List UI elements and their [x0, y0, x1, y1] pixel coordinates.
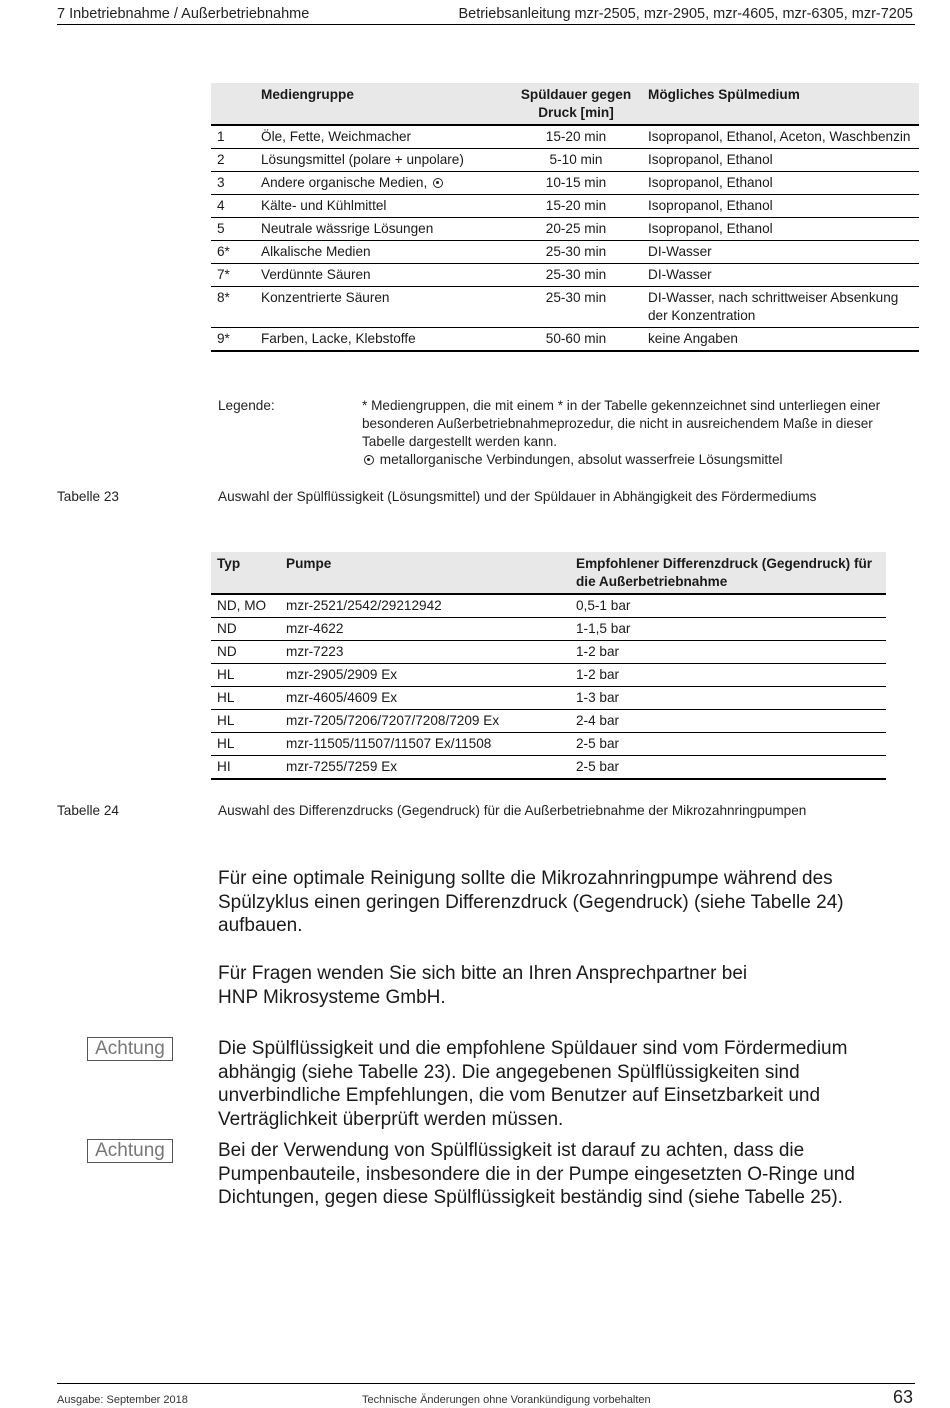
cell-pumpe: mzr-2521/2542/29212942 — [280, 594, 570, 618]
cell-differenzdruck: 1-1,5 bar — [570, 618, 886, 641]
cell-number: 8* — [211, 287, 255, 328]
cell-spuelmedium: Isopropanol, Ethanol — [642, 218, 919, 241]
cell-spueldauer: 25-30 min — [510, 264, 642, 287]
table-24 — [211, 552, 886, 780]
cell-pumpe: mzr-7205/7206/7207/7208/7209 Ex — [280, 710, 570, 733]
paragraph-seal-compatibility: Bei der Verwendung von Spülflüssigkeit ist darauf zu achten, dass die Pumpenbauteile, insbesondere die in der Pumpe eingesetzten O-Ringe und Dichtungen, gegen diese Spülflüssigkeit beständig sind (siehe Tabelle 25). — [218, 1140, 855, 1208]
legend-symbol-text: metallorganische Verbindungen, absolut wasserfreie Lösungsmittel — [379, 452, 783, 467]
table-row — [211, 195, 919, 218]
column-header-spueldauer: Spüldauer gegen Druck [min] — [510, 83, 642, 125]
table-header-row — [211, 552, 886, 594]
cell-typ: HL — [211, 733, 280, 756]
legend-body — [362, 397, 902, 469]
cell-spuelmedium: keine Angaben — [642, 328, 919, 352]
cell-number: 5 — [211, 218, 255, 241]
cell-spuelmedium: DI-Wasser, nach schrittweiser Absenkung der Konzentration — [642, 287, 919, 328]
legend-symbol-note — [362, 451, 902, 469]
legend-label: Legende: — [218, 398, 275, 413]
column-header-number — [211, 83, 255, 125]
cell-typ: ND — [211, 641, 280, 664]
cell-spuelmedium: Isopropanol, Ethanol — [642, 195, 919, 218]
cell-typ: HI — [211, 756, 280, 780]
cell-number: 1 — [211, 125, 255, 149]
cell-number: 2 — [211, 149, 255, 172]
column-header-differenzdruck: Empfohlener Differenzdruck (Gegendruck) für die Außerbetriebnahme — [570, 552, 886, 594]
cell-spueldauer: 10-15 min — [510, 172, 642, 195]
metal-organic-symbol-icon — [364, 455, 374, 465]
cell-spueldauer: 20-25 min — [510, 218, 642, 241]
paragraph-contact — [218, 962, 878, 1009]
cell-number: 7* — [211, 264, 255, 287]
cell-pumpe: mzr-2905/2909 Ex — [280, 664, 570, 687]
cell-mediengruppe: Alkalische Medien — [255, 241, 510, 264]
cell-number: 4 — [211, 195, 255, 218]
table-row — [211, 149, 919, 172]
paragraph-flushing-liquid: Die Spülflüssigkeit und die empfohlene Spüldauer sind vom Fördermedium abhängig (siehe Tabelle 23). Die angegebenen Spülflüssigkeiten sind unverbindliche Empfehlungen, die vom Benutzer auf Einsetzbarkeit und Verträglichkeit überprüft werden müssen. — [218, 1038, 848, 1130]
column-header-pumpe: Pumpe — [280, 552, 570, 594]
caption-label-table-24: Tabelle 24 — [57, 803, 119, 818]
cell-mediengruppe — [255, 172, 510, 195]
cell-differenzdruck: 1-2 bar — [570, 664, 886, 687]
cell-differenzdruck: 1-2 bar — [570, 641, 886, 664]
table-23 — [211, 83, 919, 352]
table-row — [211, 594, 886, 618]
cell-mediengruppe: Kälte- und Kühlmittel — [255, 195, 510, 218]
cell-typ: HL — [211, 710, 280, 733]
table-row — [211, 172, 919, 195]
warning-badge-achtung: Achtung — [87, 1037, 173, 1061]
cell-typ: ND, MO — [211, 594, 280, 618]
cell-number: 6* — [211, 241, 255, 264]
cell-spuelmedium: Isopropanol, Ethanol, Aceton, Waschbenzin — [642, 125, 919, 149]
cell-spueldauer: 5-10 min — [510, 149, 642, 172]
column-header-spuelmedium: Mögliches Spülmedium — [642, 83, 919, 125]
cell-typ: HL — [211, 664, 280, 687]
paragraph-contact-line-1: Für Fragen wenden Sie sich bitte an Ihren Ansprechpartner bei — [218, 963, 748, 984]
cell-mediengruppe-text: Andere organische Medien, — [261, 175, 428, 190]
cell-number: 9* — [211, 328, 255, 352]
column-header-mediengruppe: Mediengruppe — [255, 83, 510, 125]
cell-pumpe: mzr-7223 — [280, 641, 570, 664]
cell-mediengruppe: Öle, Fette, Weichmacher — [255, 125, 510, 149]
table-row — [211, 125, 919, 149]
paragraph-contact-line-2: HNP Mikrosysteme GmbH. — [218, 986, 446, 1008]
table-row — [211, 218, 919, 241]
table-row — [211, 241, 919, 264]
table-row — [211, 756, 886, 780]
header-divider — [57, 24, 915, 25]
cell-spuelmedium: DI-Wasser — [642, 264, 919, 287]
caption-label-table-23: Tabelle 23 — [57, 489, 119, 504]
cell-differenzdruck: 0,5-1 bar — [570, 594, 886, 618]
table-row — [211, 328, 919, 352]
cell-spuelmedium: DI-Wasser — [642, 241, 919, 264]
footer-divider — [57, 1383, 915, 1384]
cell-differenzdruck: 1-3 bar — [570, 687, 886, 710]
cell-differenzdruck: 2-5 bar — [570, 756, 886, 780]
cell-differenzdruck: 2-5 bar — [570, 733, 886, 756]
cell-mediengruppe: Lösungsmittel (polare + unpolare) — [255, 149, 510, 172]
caption-table-24: Auswahl des Differenzdrucks (Gegendruck) für die Außerbetriebnahme der Mikrozahnringpumpen — [218, 803, 807, 818]
cell-spueldauer: 25-30 min — [510, 241, 642, 264]
cell-spueldauer: 15-20 min — [510, 125, 642, 149]
caption-table-23: Auswahl der Spülflüssigkeit (Lösungsmittel) und der Spüldauer in Abhängigkeit des Fördermediums — [218, 489, 817, 504]
legend-star-note: * Mediengruppen, die mit einem * in der Tabelle gekennzeichnet sind unterliegen einer besonderen Außerbetriebnahmeprozedur, die nicht in ausreichendem Maße in dieser Tabelle dargestellt werden kann. — [362, 398, 881, 449]
table-header-row — [211, 83, 919, 125]
cell-spueldauer: 50-60 min — [510, 328, 642, 352]
cell-typ: ND — [211, 618, 280, 641]
table-row — [211, 664, 886, 687]
footer-disclaimer: Technische Änderungen ohne Vorankündigung vorbehalten — [362, 1394, 651, 1406]
table-row — [211, 641, 886, 664]
table-row — [211, 264, 919, 287]
cell-differenzdruck: 2-4 bar — [570, 710, 886, 733]
cell-number: 3 — [211, 172, 255, 195]
cell-mediengruppe: Neutrale wässrige Lösungen — [255, 218, 510, 241]
cell-typ: HL — [211, 687, 280, 710]
cell-mediengruppe: Farben, Lacke, Klebstoffe — [255, 328, 510, 352]
table-row — [211, 687, 886, 710]
cell-spueldauer: 25-30 min — [510, 287, 642, 328]
cell-pumpe: mzr-7255/7259 Ex — [280, 756, 570, 780]
cell-spuelmedium: Isopropanol, Ethanol — [642, 172, 919, 195]
header-document-title: Betriebsanleitung mzr-2505, mzr-2905, mzr-4605, mzr-6305, mzr-7205 — [458, 6, 913, 22]
table-row — [211, 733, 886, 756]
metal-organic-symbol-icon — [433, 178, 443, 188]
header-chapter: 7 Inbetriebnahme / Außerbetriebnahme — [57, 6, 310, 22]
cell-mediengruppe: Verdünnte Säuren — [255, 264, 510, 287]
table-row — [211, 618, 886, 641]
table-row — [211, 287, 919, 328]
cell-spuelmedium: Isopropanol, Ethanol — [642, 149, 919, 172]
column-header-typ: Typ — [211, 552, 280, 594]
cell-pumpe: mzr-4622 — [280, 618, 570, 641]
footer-edition: Ausgabe: September 2018 — [57, 1394, 188, 1406]
cell-spueldauer: 15-20 min — [510, 195, 642, 218]
paragraph-cleaning: Für eine optimale Reinigung sollte die Mikrozahnringpumpe während des Spülzyklus einen geringen Differenzdruck (Gegendruck) (siehe Tabelle 24) aufbauen. — [218, 868, 844, 936]
warning-badge-achtung: Achtung — [87, 1139, 173, 1163]
cell-pumpe: mzr-11505/11507/11507 Ex/11508 — [280, 733, 570, 756]
page-number: 63 — [892, 1387, 913, 1407]
cell-mediengruppe: Konzentrierte Säuren — [255, 287, 510, 328]
table-row — [211, 710, 886, 733]
cell-pumpe: mzr-4605/4609 Ex — [280, 687, 570, 710]
